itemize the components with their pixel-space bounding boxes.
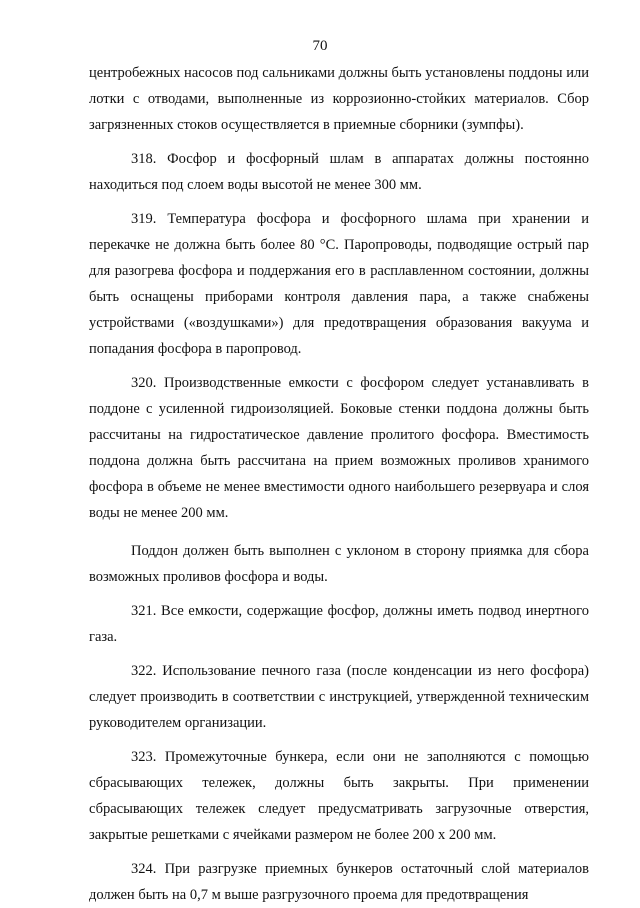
paragraph-323: 323. Промежуточные бункера, если они не заполняются с помощью сбрасывающих тележек, должны быть закрыты. При применении сбрасывающих тележек следует предусматривать загрузочные отверстия, закрытые решетками с ячейками размером не более 200 х 200 мм. xyxy=(89,749,589,843)
paragraph-continuation: центробежных насосов под сальниками должны быть установлены поддоны или лотки с отводами, выполненные из коррозионно-стойких материалов. Сбор загрязненных стоков осуществляется в приемные сборники (зумпфы). xyxy=(89,65,589,133)
page-number: 70 xyxy=(312,38,328,54)
paragraph-322: 322. Использование печного газа (после конденсации из него фосфора) следует производить в соответствии с инструкцией, утвержденной техническим руководителем организации. xyxy=(89,663,589,731)
paragraph-318: 318. Фосфор и фосфорный шлам в аппаратах должны постоянно находиться под слоем воды высотой не менее 300 мм. xyxy=(89,151,589,193)
paragraph-320-sump: Поддон должен быть выполнен с уклоном в сторону приямка для сбора возможных проливов фосфора и воды. xyxy=(89,543,589,585)
page-body xyxy=(89,60,589,908)
paragraph-324: 324. При разгрузке приемных бункеров остаточный слой материалов должен быть на 0,7 м выше разгрузочного проема для предотвращения xyxy=(89,861,589,903)
paragraph-320: 320. Производственные емкости с фосфором следует устанавливать в поддоне с усиленной гидроизоляцией. Боковые стенки поддона должны быть рассчитаны на гидростатическое давление пролитого фосфора. Вместимость поддона должна быть рассчитана на прием возможных проливов хранимого фосфора в объеме не менее вместимости одного наибольшего резервуара и слоя воды не менее 200 мм. xyxy=(89,375,589,521)
paragraph-321: 321. Все емкости, содержащие фосфор, должны иметь подвод инертного газа. xyxy=(89,603,589,645)
paragraph-319: 319. Температура фосфора и фосфорного шлама при хранении и перекачке не должна быть более 80 °С. Паропроводы, подводящие острый пар для разогрева фосфора и поддержания его в расплавленном состоянии, должны быть оснащены приборами контроля давления пара, а также снабжены устройствами («воздушками») для предотвращения образования вакуума и попадания фосфора в паропровод. xyxy=(89,211,589,357)
